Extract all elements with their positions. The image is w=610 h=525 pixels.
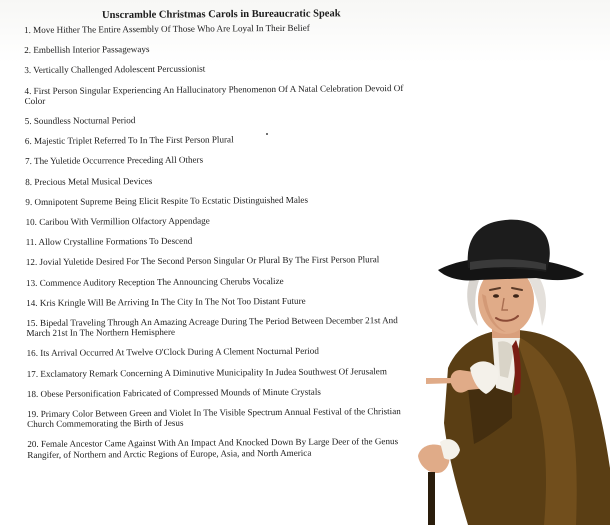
list-item: 7. The Yuletide Occurrence Preceding All Others [25, 155, 204, 167]
list-item: 5. Soundless Nocturnal Period [24, 115, 136, 127]
list-item: 13. Commence Auditory Reception The Announcing Cherubs Vocalize [25, 275, 284, 288]
paper-speck [266, 133, 268, 135]
list-item: 16. Its Arrival Occurred At Twelve O'Clock During A Clement Nocturnal Period [26, 346, 319, 359]
list-item: 20. Female Ancestor Came Against With An Impact And Knocked Down By Large Deer of the Genus Rangifer, of Northern and Arctic Regions of Europe, Asia, and North America [27, 436, 399, 460]
faded-header-bleedthrough [120, 0, 380, 5]
list-item: 15. Bipedal Traveling Through An Amazing Acreage During The Period Between December 21st And March 21st In The Northern Hemisphere [26, 315, 398, 339]
list-item: 11. Allow Crystalline Formations To Descend [25, 235, 193, 248]
list-item: 8. Precious Metal Musical Devices [25, 175, 153, 187]
list-item: 6. Majestic Triplet Referred To In The First Person Plural [24, 134, 234, 147]
list-item: 12. Jovial Yuletide Desired For The Second Person Singular Or Plural By The First Person Plural [25, 254, 380, 268]
list-item: 14. Kris Kringle Will Be Arriving In The City In The Not Too Distant Future [26, 295, 306, 308]
list-item: 3. Vertically Challenged Adolescent Percussionist [24, 63, 206, 76]
list-item: 9. Omnipotent Supreme Being Elicit Respite To Ecstatic Distinguished Males [25, 194, 308, 207]
list-item: 1. Move Hither The Entire Assembly Of Those Who Are Loyal In Their Belief [24, 22, 310, 35]
pointing-man-portrait-icon [408, 218, 610, 525]
list-item: 4. First Person Singular Experiencing An Hallucinatory Phenomenon Of A Natal Celebration Devoid Of Color [24, 82, 404, 106]
list-item: 18. Obese Personification Fabricated of Compressed Mounds of Minute Crystals [26, 386, 321, 399]
list-item: 19. Primary Color Between Green and Violet In The Visible Spectrum Annual Festival of the Christian Church Commemorating the Birth of Jesus [27, 406, 401, 430]
list-item: 17. Exclamatory Remark Concerning A Diminutive Municipality In Judea Southwest Of Jerusalem [26, 365, 387, 379]
document-title: Unscramble Christmas Carols in Bureaucratic Speak [102, 8, 341, 21]
list-item: 10. Caribou With Vermillion Olfactory Appendage [25, 215, 210, 228]
carol-list [24, 22, 419, 460]
list-item: 2. Embellish Interior Passageways [24, 44, 150, 56]
